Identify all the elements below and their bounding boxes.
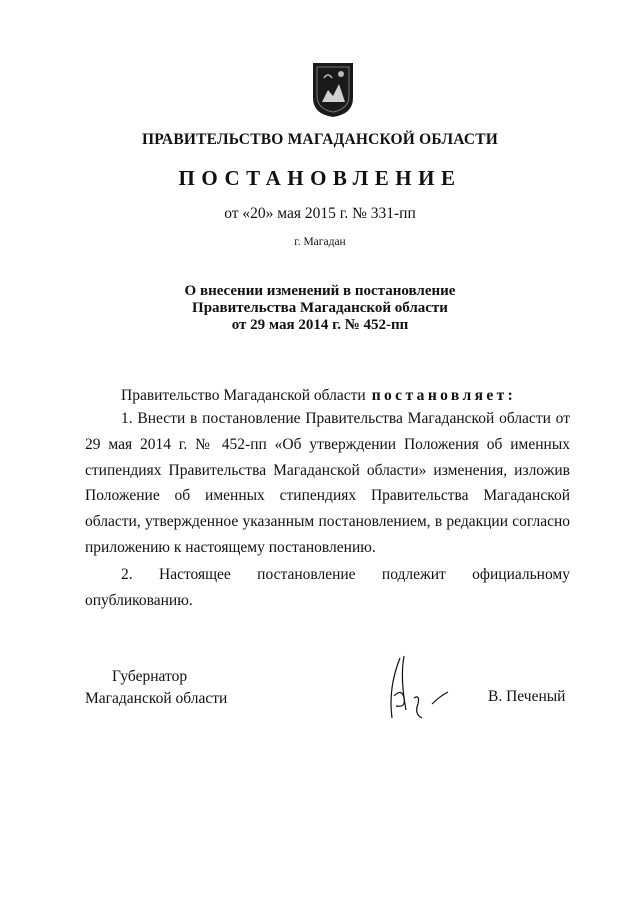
- preamble-verb: постановляет:: [371, 387, 517, 404]
- document-date-number: от «20» мая 2015 г. № 331-пп: [224, 205, 416, 222]
- preamble: [121, 383, 571, 409]
- subject-line-3: от 29 мая 2014 г. № 452-пп: [231, 317, 409, 333]
- organization-title: ПРАВИТЕЛЬСТВО МАГАДАНСКОЙ ОБЛАСТИ: [141, 131, 499, 148]
- subject-line-1: О внесении изменений в постановление: [184, 283, 456, 299]
- signatory-position: [85, 666, 227, 710]
- resolution-item-1: 1. Внести в постановление Правительства Магаданской области от 29 мая 2014 г. № 452-пп «Об утверждении Положения об именных стипендиях Правительства Магаданской области» изменения, изложив Положение об именных стипендиях Правительства Магаданской области, утвержденное указанным постановлением, в редакции согласно приложению к настоящему постановлению.: [85, 410, 570, 556]
- signatory-position-line-1: Губернатор: [112, 668, 188, 685]
- document-type-title: ПОСТАНОВЛЕНИЕ: [178, 166, 462, 190]
- signatory-name: В. Печеный: [488, 688, 566, 705]
- preamble-subject: Правительство Магаданской области: [121, 387, 366, 404]
- subject-line-2: Правительства Магаданской области: [192, 300, 448, 316]
- document-subject: [0, 283, 640, 334]
- signatory-position-line-2: Магаданской области: [85, 690, 228, 707]
- resolution-item-2: 2. Настоящее постановление подлежит официальному опубликованию.: [85, 566, 570, 609]
- coat-of-arms-icon: [312, 62, 354, 118]
- handwritten-signature: [370, 648, 460, 728]
- document-city: г. Магадан: [294, 236, 346, 248]
